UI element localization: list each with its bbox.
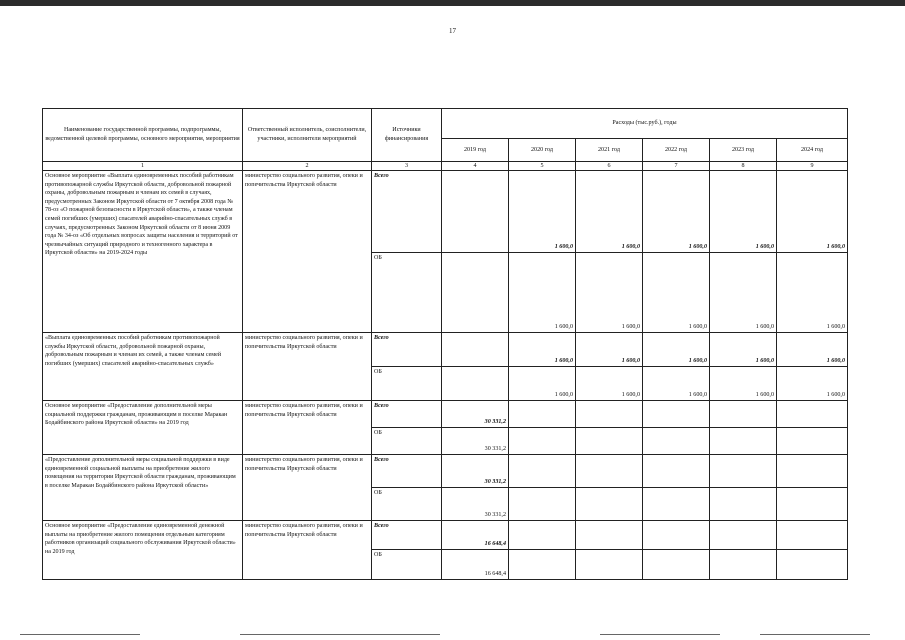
scan-edge-line	[600, 634, 720, 635]
header-year: 2024 год	[777, 139, 848, 162]
amount-cell: 30 331,2	[442, 428, 509, 455]
amount-cell: 16 648,4	[442, 521, 509, 550]
amount-cell: 1 600,0	[509, 333, 576, 367]
amount-cell	[576, 521, 643, 550]
amount-cell	[576, 428, 643, 455]
measure-name: «Выплата единовременных пособий работникам противопожарной службы Иркутской области, добровольной пожарной охраны, добровольным пожарным и членам их семей, а также членам семей погибших (умерших) спасателей аварийно-спасательных служб»	[43, 333, 243, 401]
scan-edge-line	[240, 634, 440, 635]
column-number: 2	[243, 162, 372, 171]
amount-cell	[643, 488, 710, 521]
header-year: 2019 год	[442, 139, 509, 162]
scan-edge-line	[760, 634, 870, 635]
amount-cell	[777, 488, 848, 521]
funding-source-total: Всего	[372, 455, 442, 488]
header-name: Наименование государственной программы, подпрограммы, ведомственной целевой программы, основного мероприятия, мероприятия	[43, 109, 243, 162]
amount-cell	[442, 333, 509, 367]
funding-source-regional: ОБ	[372, 488, 442, 521]
funding-source-regional: ОБ	[372, 428, 442, 455]
amount-cell: 1 600,0	[509, 171, 576, 253]
amount-cell	[576, 488, 643, 521]
amount-cell: 1 600,0	[576, 367, 643, 401]
amount-cell	[777, 428, 848, 455]
amount-cell	[442, 367, 509, 401]
amount-cell	[777, 550, 848, 580]
measure-name: Основное мероприятие «Предоставление единовременной денежной выплаты на приобретение жилого помещения отдельным категориям работников организаций социального обслуживания Иркутской области» на 2019 год	[43, 521, 243, 580]
top-scan-border	[0, 0, 905, 6]
amount-cell	[710, 428, 777, 455]
responsible-executor: министерство социального развития, опеки и попечительства Иркутской области	[243, 521, 372, 580]
header-year: 2021 год	[576, 139, 643, 162]
amount-cell	[777, 401, 848, 428]
amount-cell	[643, 550, 710, 580]
amount-cell: 1 600,0	[643, 253, 710, 333]
amount-cell	[710, 488, 777, 521]
amount-cell	[509, 550, 576, 580]
header-year: 2020 год	[509, 139, 576, 162]
amount-cell	[509, 521, 576, 550]
amount-cell	[509, 401, 576, 428]
funding-source-total: Всего	[372, 333, 442, 367]
amount-cell	[509, 455, 576, 488]
amount-cell: 16 648,4	[442, 550, 509, 580]
header-expenses: Расходы (тыс.руб.), годы	[442, 109, 848, 139]
amount-cell: 1 600,0	[777, 253, 848, 333]
column-number: 5	[509, 162, 576, 171]
funding-source-total: Всего	[372, 171, 442, 253]
header-year: 2023 год	[710, 139, 777, 162]
amount-cell	[643, 455, 710, 488]
amount-cell	[777, 521, 848, 550]
amount-cell	[576, 550, 643, 580]
responsible-executor: министерство социального развития, опеки и попечительства Иркутской области	[243, 455, 372, 521]
scan-edge-line	[20, 634, 140, 635]
amount-cell: 1 600,0	[777, 171, 848, 253]
amount-cell	[710, 455, 777, 488]
amount-cell: 1 600,0	[576, 253, 643, 333]
column-number: 7	[643, 162, 710, 171]
responsible-executor: министерство социального развития, опеки и попечительства Иркутской области	[243, 171, 372, 333]
column-number: 1	[43, 162, 243, 171]
column-number: 3	[372, 162, 442, 171]
amount-cell: 1 600,0	[777, 367, 848, 401]
page-number: 17	[449, 27, 456, 35]
funding-source-regional: ОБ	[372, 367, 442, 401]
measure-name: «Предоставление дополнительной меры социальной поддержки в виде единовременной социальной выплаты на приобретение жилого помещения на территории Иркутской области гражданам, проживающим в поселке Маракан Бодайбинского района Иркутской области»	[43, 455, 243, 521]
amount-cell: 1 600,0	[576, 333, 643, 367]
column-number: 6	[576, 162, 643, 171]
amount-cell	[777, 455, 848, 488]
header-responsible: Ответственный исполнитель, соисполнители, участники, исполнители мероприятий	[243, 109, 372, 162]
amount-cell: 1 600,0	[576, 171, 643, 253]
amount-cell	[442, 253, 509, 333]
amount-cell: 30 331,2	[442, 488, 509, 521]
amount-cell: 1 600,0	[643, 171, 710, 253]
amount-cell: 1 600,0	[777, 333, 848, 367]
amount-cell: 1 600,0	[710, 333, 777, 367]
amount-cell: 1 600,0	[643, 333, 710, 367]
amount-cell	[643, 428, 710, 455]
amount-cell	[509, 488, 576, 521]
responsible-executor: министерство социального развития, опеки и попечительства Иркутской области	[243, 401, 372, 455]
amount-cell: 1 600,0	[710, 171, 777, 253]
amount-cell: 1 600,0	[643, 367, 710, 401]
responsible-executor: министерство социального развития, опеки и попечительства Иркутской области	[243, 333, 372, 401]
amount-cell	[509, 428, 576, 455]
header-year: 2022 год	[643, 139, 710, 162]
amount-cell	[710, 521, 777, 550]
amount-cell	[576, 401, 643, 428]
funding-source-regional: ОБ	[372, 253, 442, 333]
amount-cell	[643, 521, 710, 550]
amount-cell: 30 331,2	[442, 455, 509, 488]
expenditure-table	[42, 108, 848, 580]
amount-cell: 1 600,0	[509, 367, 576, 401]
amount-cell	[710, 401, 777, 428]
amount-cell	[643, 401, 710, 428]
header-source: Источники финансирования	[372, 109, 442, 162]
column-number: 8	[710, 162, 777, 171]
amount-cell	[710, 550, 777, 580]
amount-cell: 1 600,0	[710, 367, 777, 401]
funding-source-regional: ОБ	[372, 550, 442, 580]
column-number: 4	[442, 162, 509, 171]
measure-name: Основное мероприятие «Выплата единовременных пособий работникам противопожарной службы Иркутской области, добровольной пожарной охраны, добровольным пожарным и членам их семей в случаях, предусмотренных Законом Иркутской области от 7 октября 2008 года № 78-оз «О пожарной безопасности в Иркутской области», а также членам семей погибших (умерших) спасателей аварийно-спасательных служб в случаях, предусмотренных Законом Иркутской области от 8 июня 2009 года № 34-оз «Об отдельных вопросах защиты населения и территорий от чрезвычайных ситуаций природного и техногенного характера в Иркутской области» на 2019-2024 годы	[43, 171, 243, 333]
measure-name: Основное мероприятие «Предоставление дополнительной меры социальной поддержки гражданам, проживающим в поселке Маракан Бодайбинского района Иркутской области» на 2019 год	[43, 401, 243, 455]
amount-cell	[576, 455, 643, 488]
amount-cell: 30 331,2	[442, 401, 509, 428]
amount-cell: 1 600,0	[710, 253, 777, 333]
amount-cell: 1 600,0	[509, 253, 576, 333]
funding-source-total: Всего	[372, 401, 442, 428]
column-number: 9	[777, 162, 848, 171]
amount-cell	[442, 171, 509, 253]
funding-source-total: Всего	[372, 521, 442, 550]
